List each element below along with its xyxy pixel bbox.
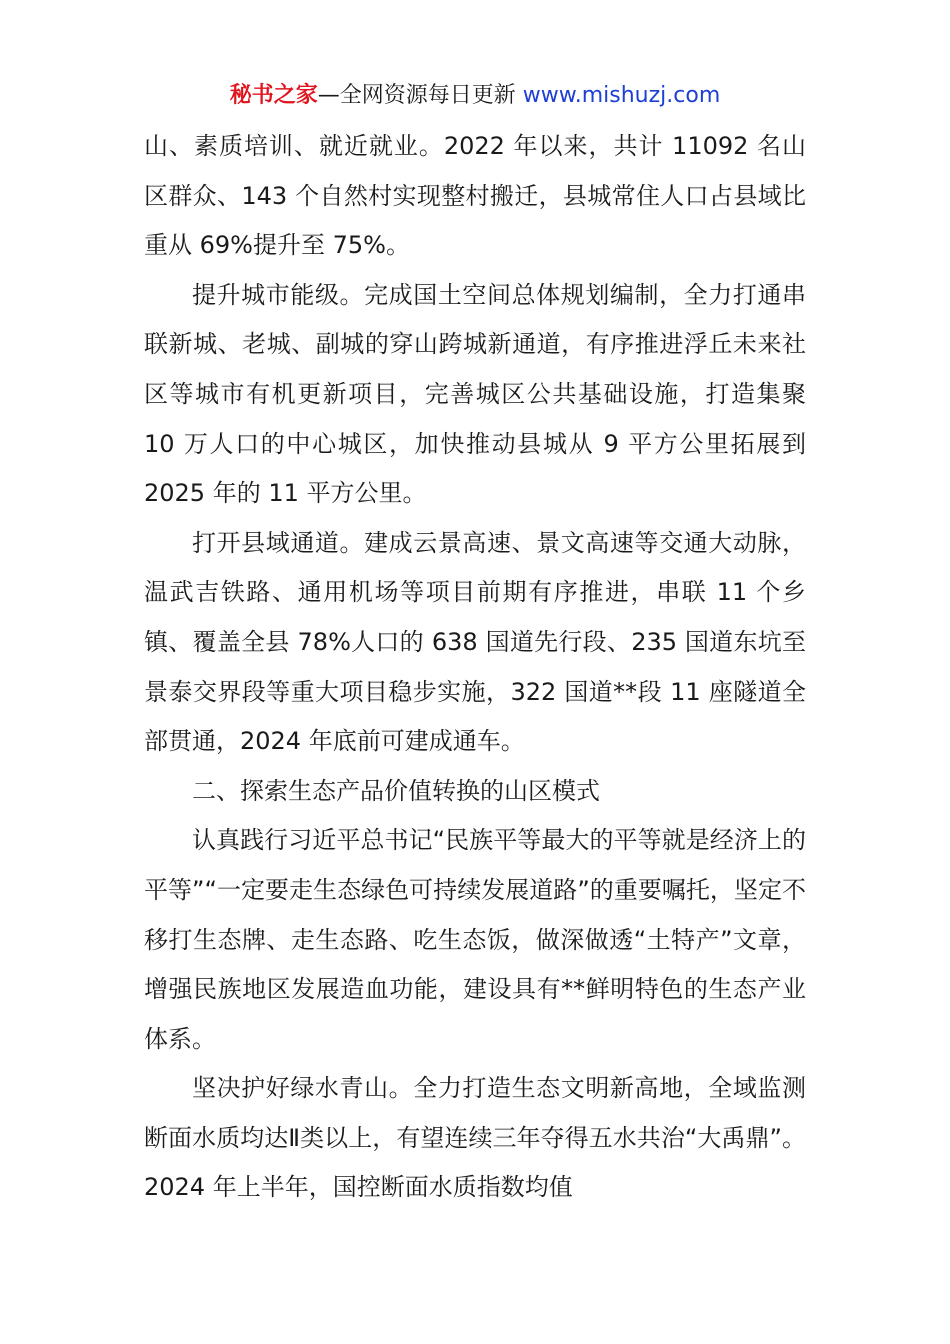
document-body	[144, 122, 806, 1213]
paragraph-continuation: 山、素质培训、就近就业。2022 年以来，共计 11092 名山区群众、143 个自然村实现整村搬迁，县城常住人口占县域比重从 69%提升至 75%。	[144, 132, 806, 260]
section-heading: 二、探索生态产品价值转换的山区模式	[192, 776, 600, 805]
site-url-link[interactable]: www.mishuzj.com	[522, 83, 721, 108]
paragraph-city-level: 提升城市能级。完成国土空间总体规划编制，全力打通串联新城、老城、副城的穿山跨城新通道，有序推进浮丘未来社区等城市有机更新项目，完善城区公共基础设施，打造集聚 10 万人口的中心城区，加快推动县城从 9 平方公里拓展到 2025 年的 11 平方公里。	[144, 280, 806, 508]
paragraph-ecological-intro: 认真践行习近平总书记“民族平等最大的平等就是经济上的平等”“一定要走生态绿色可持续发展道路”的重要嘱托，坚定不移打生态牌、走生态路、吃生态饭，做深做透“土特产”文章，增强民族地区发展造血功能，建设具有**鲜明特色的生态产业体系。	[144, 826, 806, 1053]
site-header	[0, 80, 950, 112]
paragraph-county-channel: 打开县域通道。建成云景高速、景文高速等交通大动脉，温武吉铁路、通用机场等项目前期有序推进，串联 11 个乡镇、覆盖全县 78%人口的 638 国道先行段、235 国道东坑至景泰交界段等重大项目稳步实施，322 国道**段 11 座隧道全部贯通，2024 年底前可建成通车。	[144, 528, 806, 756]
paragraph-green-mountains: 坚决护好绿水青山。全力打造生态文明新高地，全域监测断面水质均达Ⅱ类以上，有望连续三年夺得五水共治“大禹鼎”。2024 年上半年，国控断面水质指数均值	[144, 1074, 806, 1202]
brand-name: 秘书之家	[229, 83, 318, 108]
header-tagline: —全网资源每日更新	[317, 83, 523, 108]
